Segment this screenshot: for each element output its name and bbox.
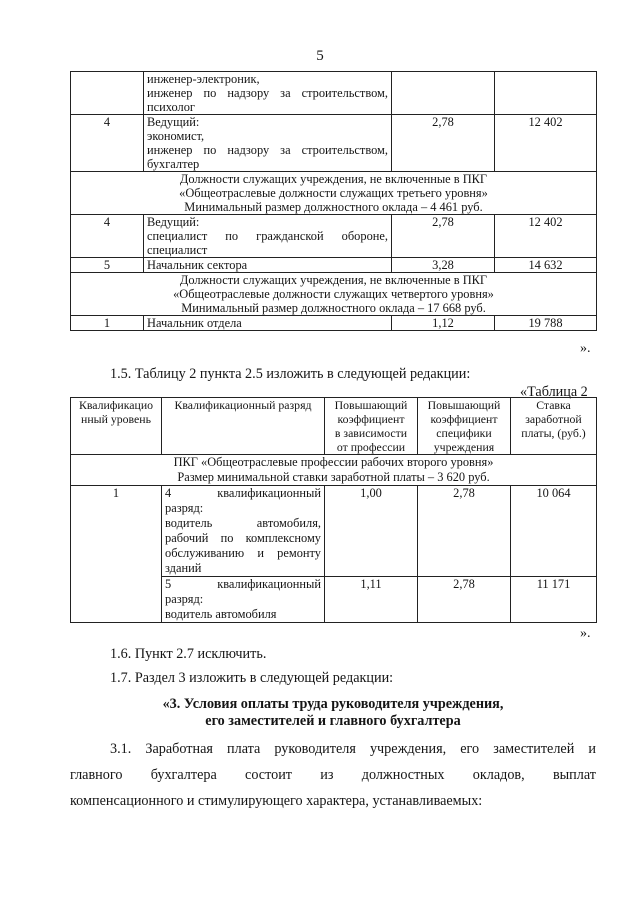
level-cell: 5 xyxy=(71,258,144,273)
paragraph-line: компенсационного и стимулирующего характера, устанавливаемых: xyxy=(70,793,483,809)
table-row xyxy=(71,72,597,115)
coefficient-cell: 2,78 xyxy=(392,215,495,258)
table-row xyxy=(71,115,597,172)
header-line: от профессии xyxy=(336,440,406,454)
grade-line: обслуживанию и ремонту xyxy=(165,546,321,560)
level-cell: 4 xyxy=(71,215,144,258)
position-cell xyxy=(144,115,392,172)
coefficient-cell: 2,78 xyxy=(392,115,495,172)
header-line: Квалификацио xyxy=(78,398,154,412)
header-line: заработной xyxy=(525,412,582,426)
paragraph-3-1 xyxy=(70,736,596,814)
group-line: Минимальный размер должностного оклада – 4 461 руб. xyxy=(184,200,483,214)
header-cell xyxy=(162,398,325,455)
table-row xyxy=(71,316,597,331)
header-line: коэффициент xyxy=(430,412,498,426)
header-line: учреждения xyxy=(433,440,495,454)
grade-line: разряд: xyxy=(165,501,204,515)
group-line: Должности служащих учреждения, не включенные в ПКГ xyxy=(179,172,488,186)
table-row xyxy=(71,486,597,577)
position-line: бухгалтер xyxy=(147,157,200,171)
header-line: платы, (руб.) xyxy=(521,426,586,440)
coefficient-cell xyxy=(392,72,495,115)
salary-cell: 19 788 xyxy=(495,316,597,331)
position-cell xyxy=(144,215,392,258)
grade-line: рабочий по комплексному xyxy=(165,531,321,545)
position-line: инженер-электроник, xyxy=(147,72,260,86)
workers-table xyxy=(70,397,597,623)
item-1-6: 1.6. Пункт 2.7 исключить. xyxy=(110,646,267,662)
grade-line: зданий xyxy=(165,561,202,575)
coefficient-cell: 1,12 xyxy=(392,316,495,331)
grade-line: 5 квалификационный xyxy=(165,577,321,591)
position-line: инженер по надзору за строительством, xyxy=(147,143,388,157)
position-line: Ведущий: xyxy=(147,215,200,229)
position-line: специалист по гражданской обороне, xyxy=(147,229,388,243)
position-line: специалист xyxy=(147,243,208,257)
quote-end-2: ». xyxy=(580,626,591,641)
group-cell xyxy=(71,172,597,215)
table-row xyxy=(71,258,597,273)
group-line: «Общеотраслевые должности служащих третьего уровня» xyxy=(179,186,488,200)
table-row xyxy=(71,215,597,258)
position-cell xyxy=(144,72,392,115)
grade-line: водитель автомобиля xyxy=(165,607,277,621)
group-cell xyxy=(71,455,597,486)
group-line: Размер минимальной ставки заработной платы – 3 620 руб. xyxy=(177,470,490,484)
position-line: Ведущий: xyxy=(147,115,200,129)
header-line: коэффициент xyxy=(337,412,405,426)
salary-cell: 14 632 xyxy=(495,258,597,273)
paragraph-line: главного бухгалтера состоит из должностных окладов, выплат xyxy=(70,767,596,783)
level-cell: 1 xyxy=(71,486,162,623)
position-line: психолог xyxy=(147,100,195,114)
section-3-title-line: «3. Условия оплаты труда руководителя учреждения, xyxy=(162,696,504,712)
grade-cell xyxy=(162,577,325,623)
position-line: инженер по надзору за строительством, xyxy=(147,86,388,100)
position-cell xyxy=(144,258,392,273)
section-3-title xyxy=(70,696,596,730)
header-line: Повышающий xyxy=(334,398,408,412)
item-1-7: 1.7. Раздел 3 изложить в следующей редакции: xyxy=(110,670,394,686)
coefficient-cell: 2,78 xyxy=(418,577,511,623)
table2-caption: «Таблица 2 xyxy=(520,384,588,400)
group-cell xyxy=(71,273,597,316)
salary-cell xyxy=(495,72,597,115)
group-row xyxy=(71,455,597,486)
header-line: Ставка xyxy=(536,398,571,412)
header-cell xyxy=(511,398,597,455)
group-line: Должности служащих учреждения, не включенные в ПКГ xyxy=(179,273,488,287)
coefficient-cell: 3,28 xyxy=(392,258,495,273)
position-cell xyxy=(144,316,392,331)
header-cell xyxy=(71,398,162,455)
header-line: нный уровень xyxy=(81,412,151,426)
position-line: Начальник сектора xyxy=(147,258,248,272)
grade-cell xyxy=(162,486,325,577)
header-line: Квалификационный разряд xyxy=(174,398,312,412)
salary-cell: 10 064 xyxy=(511,486,597,577)
coefficient-cell: 2,78 xyxy=(418,486,511,577)
level-cell: 1 xyxy=(71,316,144,331)
quote-end-1: ». xyxy=(580,341,591,356)
header-cell xyxy=(325,398,418,455)
grade-line: разряд: xyxy=(165,592,204,606)
header-line: специфики xyxy=(436,426,492,440)
salary-cell: 12 402 xyxy=(495,215,597,258)
positions-table xyxy=(70,71,597,331)
item-1-5: 1.5. Таблицу 2 пункта 2.5 изложить в следующей редакции: xyxy=(110,366,471,382)
coefficient-cell: 1,11 xyxy=(325,577,418,623)
position-line: Начальник отдела xyxy=(147,316,242,330)
salary-cell: 11 171 xyxy=(511,577,597,623)
group-line: Минимальный размер должностного оклада – 17 668 руб. xyxy=(181,301,486,315)
section-3-title-line: его заместителей и главного бухгалтера xyxy=(205,713,461,729)
group-row xyxy=(71,172,597,215)
level-cell: 4 xyxy=(71,115,144,172)
coefficient-cell: 1,00 xyxy=(325,486,418,577)
page-number: 5 xyxy=(316,48,324,64)
grade-line: 4 квалификационный xyxy=(165,486,321,500)
paragraph-line: 3.1. Заработная плата руководителя учреждения, его заместителей и xyxy=(110,741,596,757)
header-line: Повышающий xyxy=(427,398,501,412)
header-cell xyxy=(418,398,511,455)
level-cell xyxy=(71,72,144,115)
group-row xyxy=(71,273,597,316)
position-line: экономист, xyxy=(147,129,205,143)
header-line: в зависимости xyxy=(334,426,408,440)
group-line: ПКГ «Общеотраслевые профессии рабочих второго уровня» xyxy=(173,455,494,469)
grade-line: водитель автомобиля, xyxy=(165,516,321,530)
salary-cell: 12 402 xyxy=(495,115,597,172)
group-line: «Общеотраслевые должности служащих четвертого уровня» xyxy=(173,287,494,301)
